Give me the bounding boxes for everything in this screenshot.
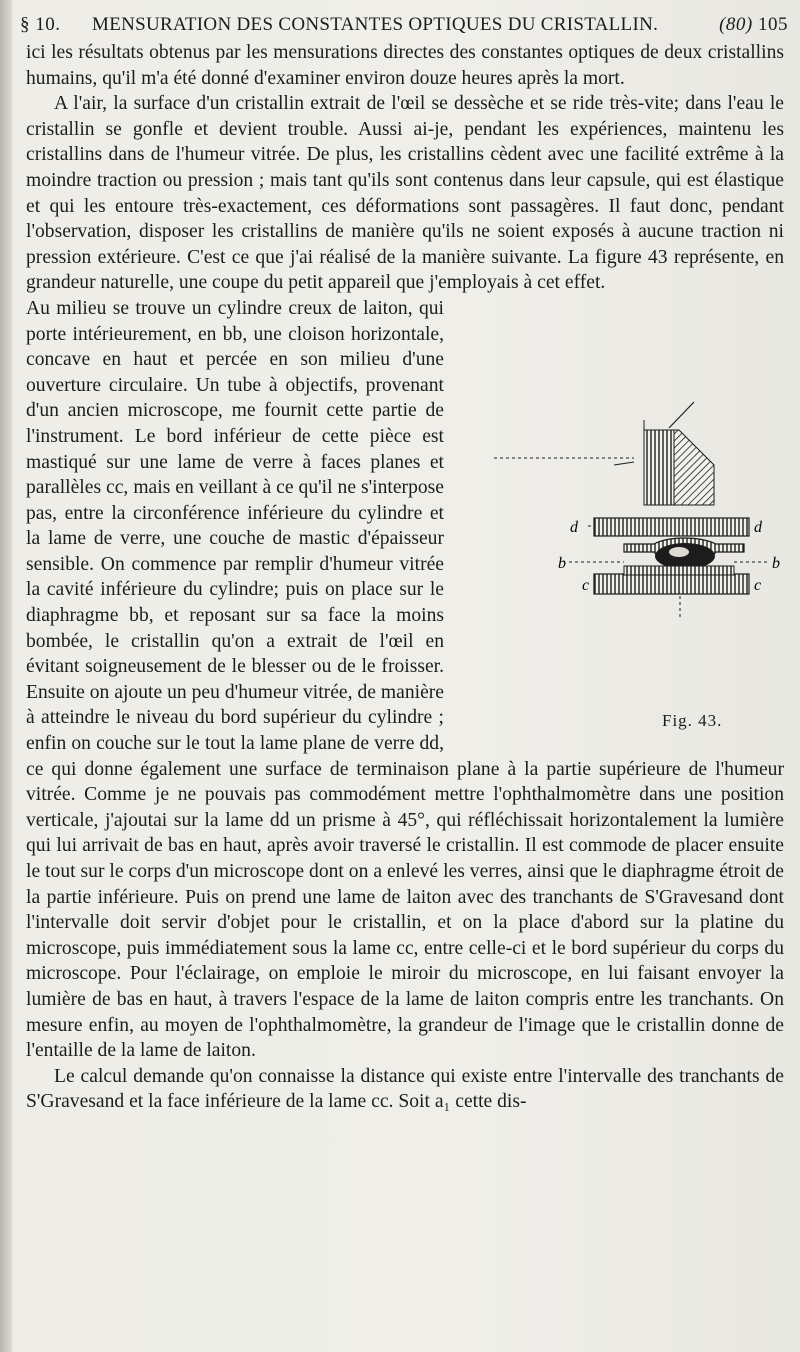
running-title: MENSURATION DES CONSTANTES OPTIQUES DU CRISTALLIN.	[92, 14, 659, 35]
body-text	[26, 40, 784, 1115]
label-d-left: d	[570, 518, 578, 536]
figure-43-container	[454, 300, 784, 740]
running-header	[20, 10, 788, 38]
label-c-left: c	[582, 576, 590, 594]
figure-43-diagram	[454, 300, 784, 730]
paragraph-2-continued: Au milieu se trouve un cylindre creux de laiton, qui porte intérieurement, en bb, une cloison horizontale, concave en haut et percée en son milieu d'une ouverture circulaire. Un tube à objectifs, provenant d'un ancien microscope, me fournit cette partie de l'instrument. Le bord inférieur de cette pièce est mastiqué sur une lame de verre à faces planes et parallèles cc, mais en veillant à ce qu'il ne s'interpose pas, entre la circonférence inférieure du cylindre et la lame de verre, une couche de mastic d'épaisseur sensible. On commence par remplir d'humeur vitrée la cavité inférieure du cylindre; puis on place sur le diaphragme bb, et reposant sur sa face la moins bombée, le cristallin qu'on a extrait de l'œil en évitant soigneusement de le blesser ou de le froisser. Ensuite on ajoute un peu d'humeur vitrée, de manière à atteindre le niveau du bord supérieur du cylindre ; enfin on couche sur le tout la lame plane de verre dd, ce qui donne également une surface de terminaison plane à la partie supérieure de l'humeur vitrée. Comme je ne pouvais pas commodément mettre l'ophthalmomètre dans une position verticale, j'ajoutai sur la lame dd un prisme à 45°, qui réfléchissait horizontalement la lumière qui lui arrivait de bas en haut, après avoir traversé le cristallin. Il est commode de placer ensuite le tout sur le corps d'un microscope dont on a enlevé les verres, ainsi que le diaphragme étroit de la partie inférieure. Puis on prend une lame de laiton avec des tranchants de S'Gravesand dont l'intervalle doit servir d'objet pour le cristallin, et on la place d'abord sur la platine du microscope, puis immédiatement sous la lame cc, entre celle-ci et le bord supérieur du corps du microscope. Pour l'éclairage, on emploie le miroir du microscope, en lui faisant envoyer la lumière de bas en haut, à travers l'espace de la lame de laiton compris entre les tranchants. On mesure enfin, au moyen de l'ophthalmomètre, la grandeur de l'image que le cristallin donne de l'entaille de la lame de laiton.	[26, 297, 784, 1062]
label-c-right: c	[754, 576, 762, 594]
crystalline-lens-bb	[624, 538, 744, 569]
page-number	[719, 14, 788, 36]
glass-plate-cc	[594, 574, 749, 594]
section-number: § 10.	[20, 14, 61, 35]
label-d-right: d	[754, 518, 762, 536]
label-b-right: b	[772, 554, 780, 572]
page-binding-shadow	[0, 0, 12, 1352]
folio-number: (80)	[719, 14, 753, 35]
brass-cylinder	[614, 402, 714, 505]
paragraph-3: Le calcul demande qu'on connaisse la distance qui existe entre l'intervalle des tranchants de S'Gravesand et la face inférieure de la lame cc. Soit a₁ cette dis-	[26, 1065, 784, 1113]
paragraph-2: A l'air, la surface d'un cristallin extrait de l'œil se dessèche et se ride très-vite; dans l'eau le cristallin se gonfle et devient trouble. Aussi ai-je, pendant les expériences, maintenu les cristallins dans de l'humeur vitrée. De plus, les cristallins cèdent avec une facilité extrême à la moindre traction ou pression ; mais tant qu'ils sont contenus dans leur capsule, qui est élastique et qui les entoure très-exactement, ces déformations sont passagères. Il faut donc, pendant l'observation, disposer les cristallins de manière qu'ils ne soient exposés à aucune traction ni pression extérieure. C'est ce que j'ai réalisé de la manière suivante. La figure 43 représente, en grandeur naturelle, une coupe du petit appareil que j'employais à cet effet.	[26, 93, 784, 294]
figure-caption: Fig. 43.	[662, 710, 723, 730]
glass-plate-dd	[594, 518, 749, 536]
label-b-left: b	[558, 554, 566, 572]
paragraph-1: ici les résultats obtenus par les mensurations directes des constantes optiques de deux cristallins humains, qu'il m'a été donné d'examiner environ douze heures après la mort.	[26, 42, 784, 89]
page-number-value: 105	[758, 14, 788, 35]
